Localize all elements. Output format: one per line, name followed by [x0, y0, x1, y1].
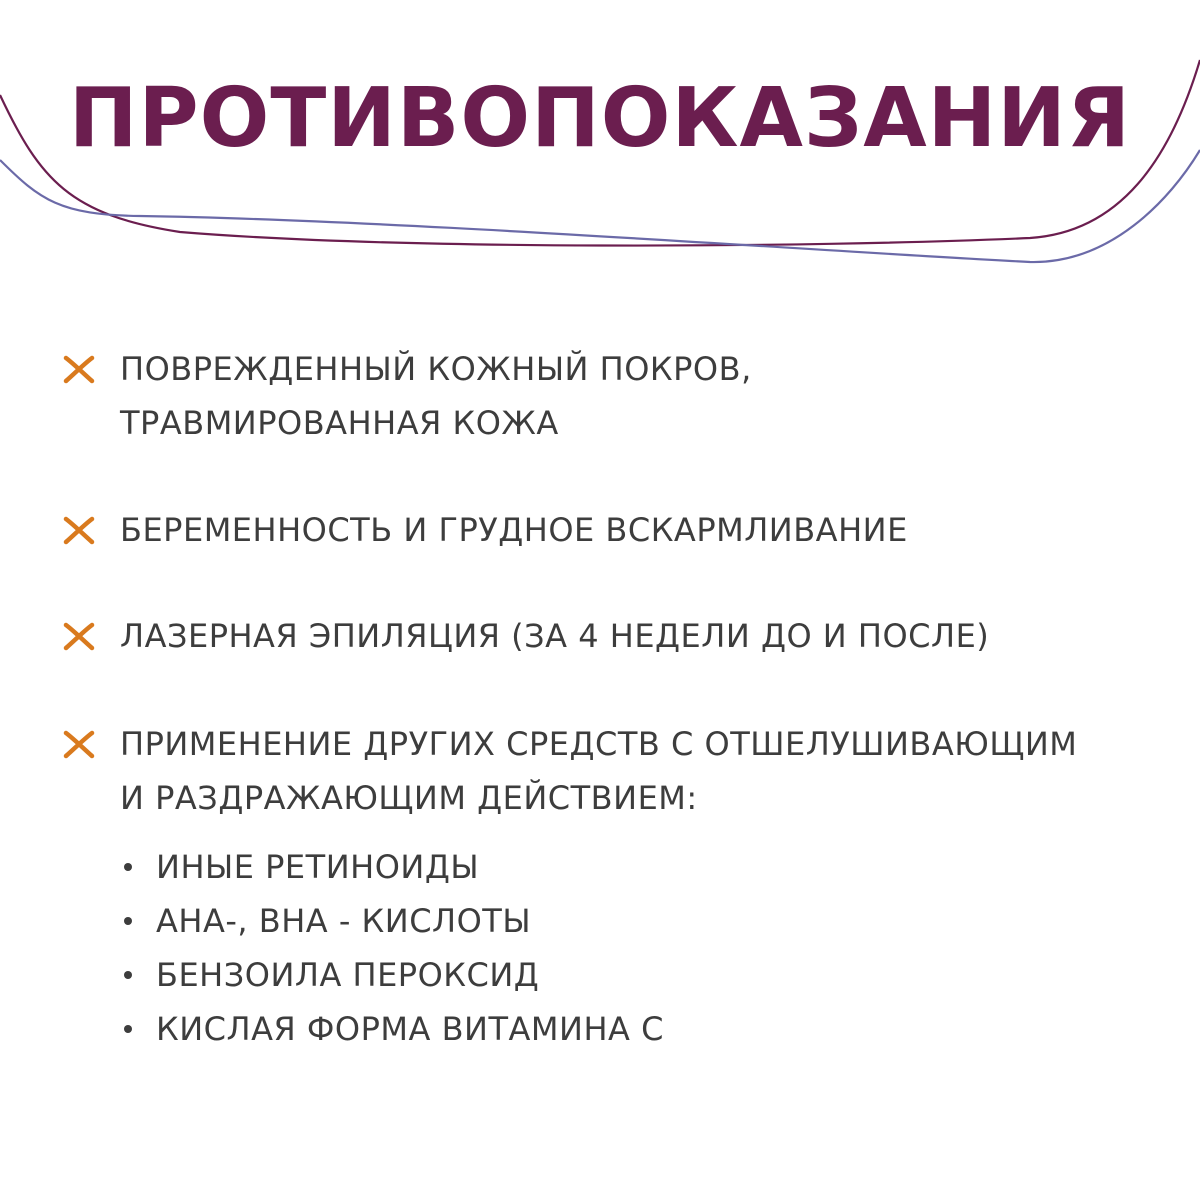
- bullet-icon: [120, 917, 156, 925]
- list-item-text: [120, 503, 908, 557]
- list-item-line: БЕРЕМЕННОСТЬ И ГРУДНОЕ ВСКАРМЛИВАНИЕ: [120, 511, 908, 549]
- cross-icon: [62, 717, 120, 771]
- cross-icon: [62, 609, 120, 663]
- list-item-line: ПРИМЕНЕНИЕ ДРУГИХ СРЕДСТВ С ОТШЕЛУШИВАЮЩИМ: [120, 725, 1078, 763]
- bullet-icon: [120, 1025, 156, 1033]
- list-item-text: [120, 609, 989, 663]
- list-item: [62, 342, 1172, 450]
- list-item: [62, 717, 1172, 825]
- list-item-text: [120, 717, 1077, 825]
- sub-list-item-text: КИСЛАЯ ФОРМА ВИТАМИНА С: [156, 1010, 664, 1048]
- sub-list-item: [120, 840, 479, 894]
- bullet-icon: [120, 971, 156, 979]
- cross-icon: [62, 342, 120, 396]
- list-item: [62, 609, 1172, 663]
- sub-list-item-text: БЕНЗОИЛА ПЕРОКСИД: [156, 956, 540, 994]
- list-item-line: ПОВРЕЖДЕННЫЙ КОЖНЫЙ ПОКРОВ,: [120, 350, 752, 388]
- cross-icon: [62, 503, 120, 557]
- sub-list-item-text: ИНЫЕ РЕТИНОИДЫ: [156, 848, 480, 886]
- sub-list-item-text: АНА-, ВНА - КИСЛОТЫ: [156, 902, 532, 940]
- sub-list-item: [120, 1002, 664, 1056]
- list-item-line: ТРАВМИРОВАННАЯ КОЖА: [120, 404, 559, 442]
- list-item-line: И РАЗДРАЖАЮЩИМ ДЕЙСТВИЕМ:: [120, 779, 698, 817]
- bullet-icon: [120, 863, 156, 871]
- sub-list-item: [120, 894, 531, 948]
- list-item-line: ЛАЗЕРНАЯ ЭПИЛЯЦИЯ (ЗА 4 НЕДЕЛИ ДО И ПОСЛЕ): [120, 617, 990, 655]
- list-item-text: [120, 342, 752, 450]
- list-item: [62, 503, 1172, 557]
- sub-list-item: [120, 948, 539, 1002]
- page-title: ПРОТИВОПОКАЗАНИЯ: [68, 71, 1132, 166]
